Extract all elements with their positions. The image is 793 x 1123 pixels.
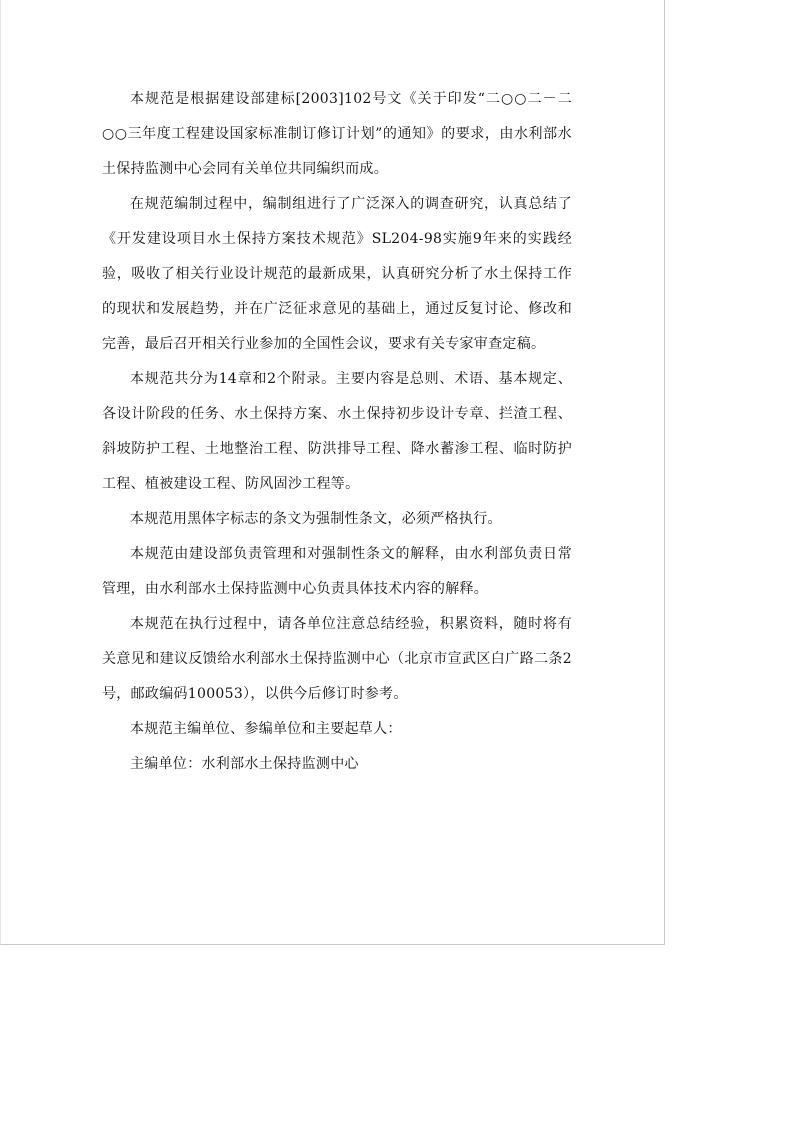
paragraph-management: 本规范由建设部负责管理和对强制性条文的解释，由水利部负责日常管理，由水利部水土保持监测中心负责具体技术内容的解释。 xyxy=(102,546,572,597)
paragraph-chief-editor-unit: 主编单位：水利部水土保持监测中心 xyxy=(130,756,359,772)
document-body xyxy=(102,82,572,782)
paragraph-contents: 本规范共分为14章和2个附录。主要内容是总则、术语、基本规定、各设计阶段的任务、水土保持方案、水土保持初步设计专章、拦渣工程、斜坡防护工程、土地整治工程、防洪排导工程、降水蓄渗工程、临时防护工程、植被建设工程、防风固沙工程等。 xyxy=(102,371,572,492)
paragraph-basis: 本规范是根据建设部建标[2003]102号文《关于印发“二○○二－二○○三年度工程建设国家标准制订修订计划”的通知》的要求，由水利部水土保持监测中心会同有关单位共同编织而成。 xyxy=(102,91,572,177)
paragraph-feedback: 本规范在执行过程中，请各单位注意总结经验，积累资料，随时将有关意见和建议反馈给水利部水土保持监测中心（北京市宣武区白广路二条2号，邮政编码100053），以供今后修订时参考。 xyxy=(102,616,572,702)
paragraph-drafters-intro: 本规范主编单位、参编单位和主要起草人： xyxy=(130,721,402,737)
paragraph-drafting-process: 在规范编制过程中，编制组进行了广泛深入的调查研究，认真总结了《开发建设项目水土保持方案技术规范》SL204-98实施9年来的实践经验，吸收了相关行业设计规范的最新成果，认真研究分析了水土保持工作的现状和发展趋势，并在广泛征求意见的基础上，通过反复讨论、修改和完善，最后召开相关行业参加的全国性会议，要求有关专家审查定稿。 xyxy=(102,196,572,352)
paragraph-mandatory-clauses: 本规范用黑体字标志的条文为强制性条文，必须严格执行。 xyxy=(130,511,502,527)
